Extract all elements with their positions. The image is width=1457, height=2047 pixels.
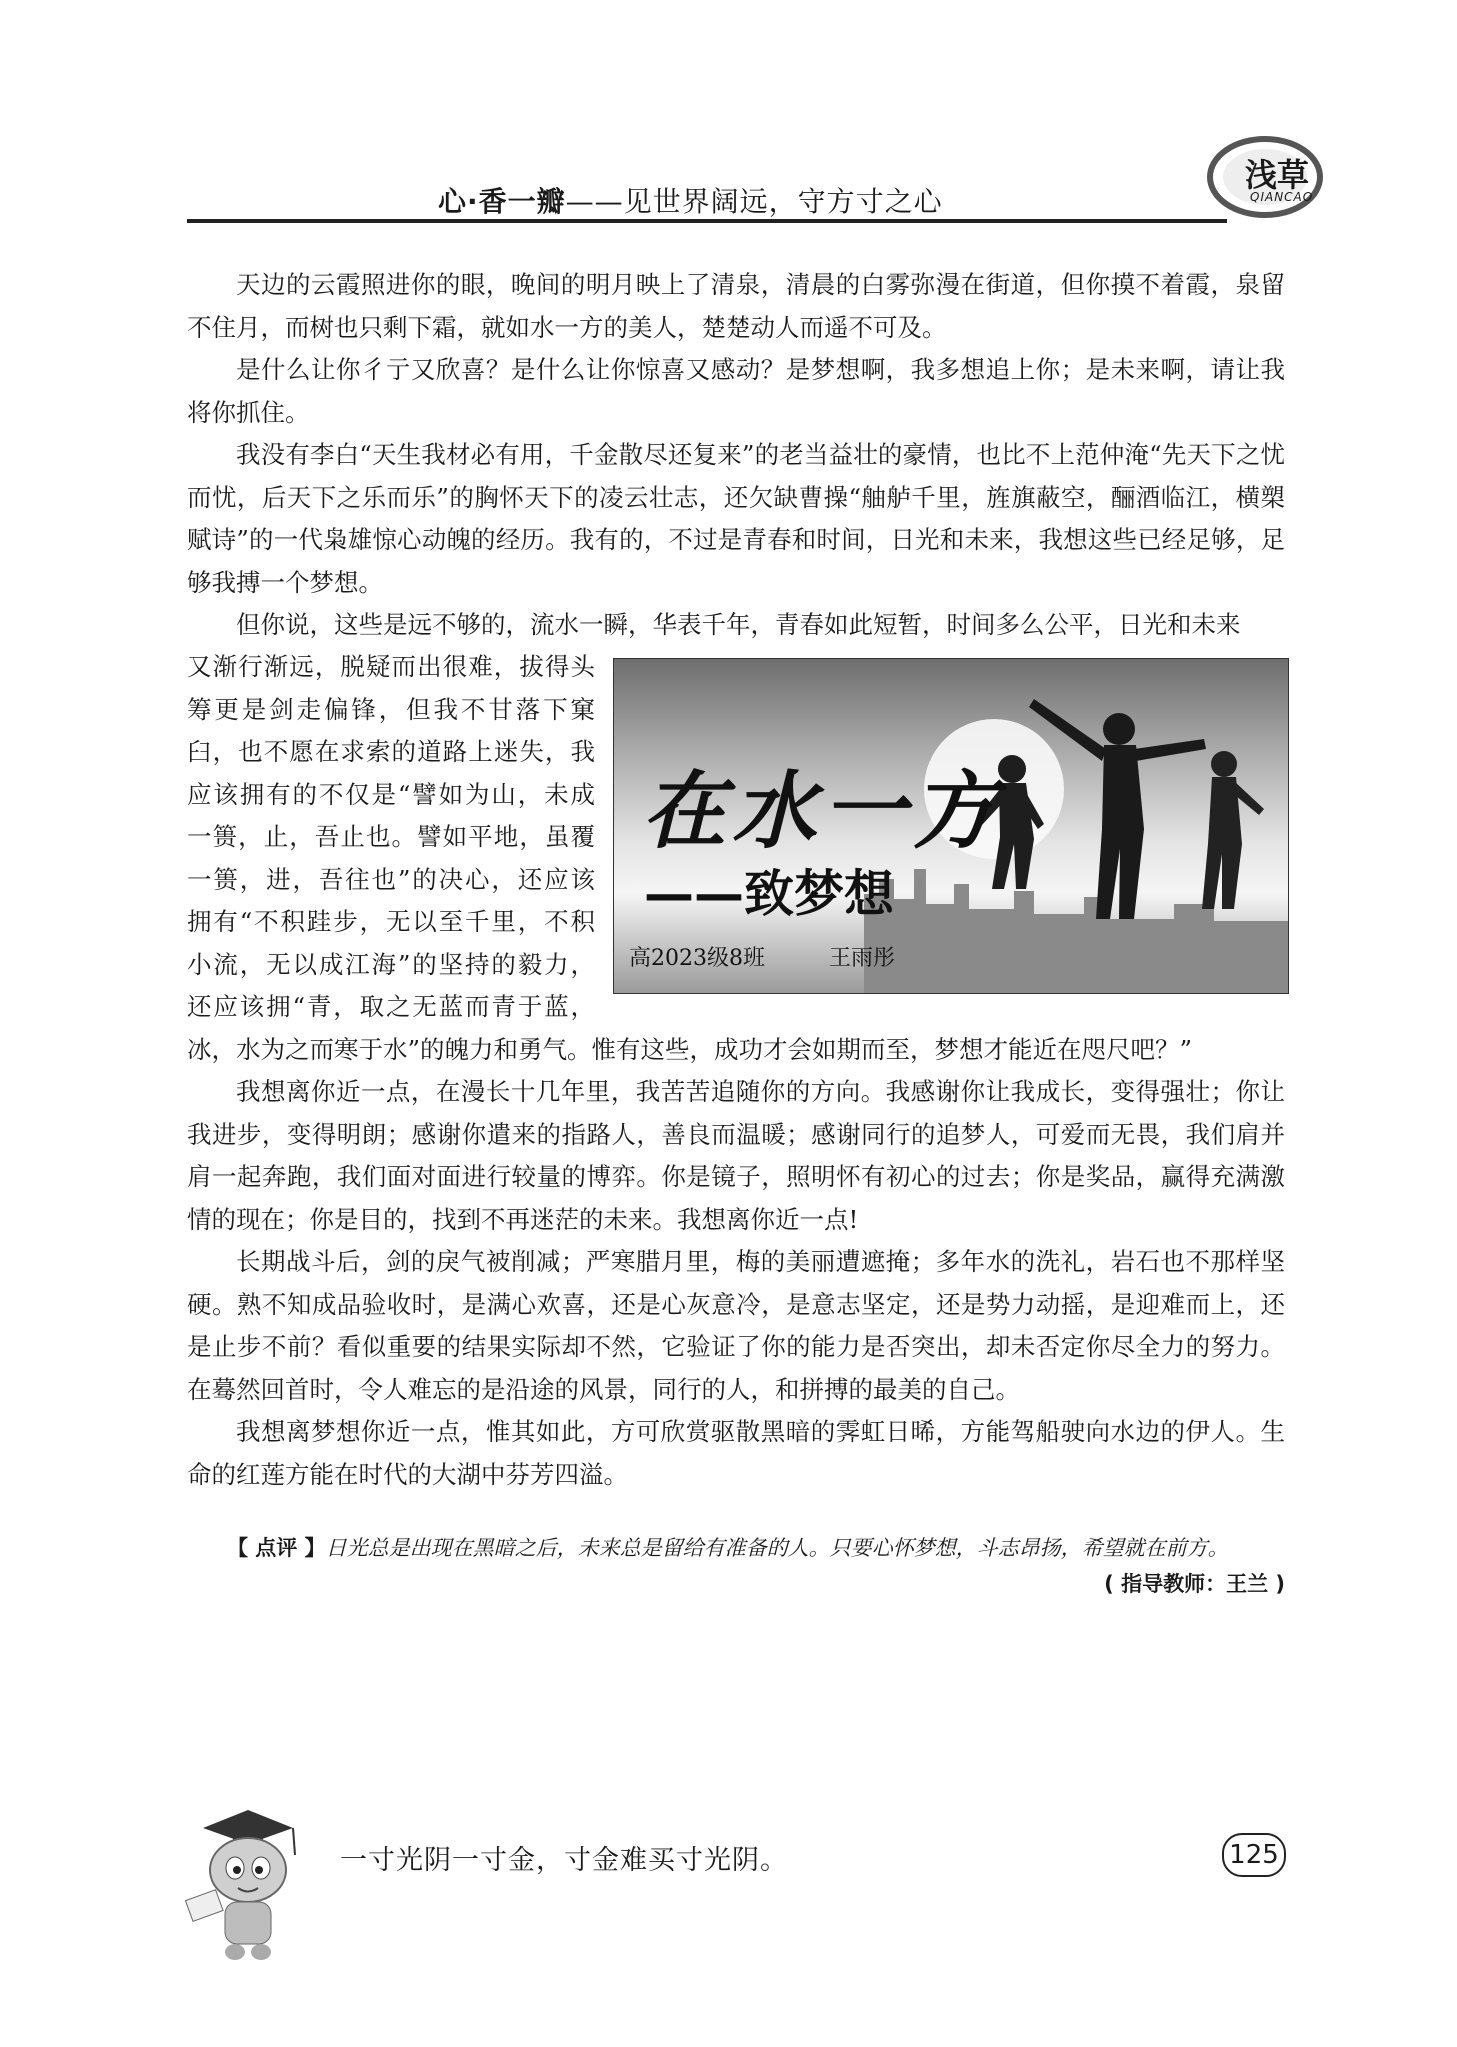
logo-text: 浅草 [1245, 156, 1310, 194]
paragraph-4-wrapped [187, 646, 595, 1029]
article-title-image [613, 658, 1289, 994]
wrapped-line: 拥有“不积跬步，无以至千里，不积 [187, 907, 595, 936]
paragraph-3: 我没有李白“天生我材必有用，千金散尽还复来”的老当益壮的豪情，也比不上范仲淹“先天下之忧而忧，后天下之乐而乐”的胸怀天下的凌云壮志，还欠缺曹操“舳舻千里，旌旗蔽空，酾酒临江，横槊赋诗”的一代枭雄惊心动魄的经历。我有的，不过是青春和时间，日光和未来，我想这些已经足够，足够我搏一个梦想。 [187, 440, 1285, 597]
comment-text: 日光总是出现在黑暗之后，未来总是留给有准备的人。只要心怀梦想，斗志昂扬，希望就在前方。 [325, 1536, 1229, 1560]
paragraph-7: 我想离梦想你近一点，惟其如此，方可欣赏驱散黑暗的霁虹日晞，方能驾船驶向水边的伊人。生命的红莲方能在时代的大湖中芬芳四溢。 [187, 1417, 1285, 1489]
header-tagline: ——见世界阔远，守方寸之心 [565, 185, 943, 218]
wrapped-line: 还应该拥“青，取之无蓝而青于蓝， [187, 992, 595, 1021]
paragraph-2: 是什么让你彳亍又欣喜？是什么让你惊喜又感动？是梦想啊，我多想追上你；是未来啊，请让我将你抓住。 [187, 355, 1285, 427]
wrapped-line: 一篑，进，吾往也”的决心，还应该 [187, 864, 595, 894]
comment-label: 【 点评 】 [227, 1536, 326, 1560]
paragraph-4-first-line: 但你说，这些是远不够的，流水一瞬，华表千年，青春如此短暂，时间多么公平，日光和未来 [236, 610, 1241, 639]
author-name: 王雨彤 [829, 946, 896, 971]
author-class: 高2023级8班 [629, 946, 765, 971]
header-title [438, 180, 943, 220]
wrapped-line: 一篑，止，吾止也。譬如平地，虽覆 [187, 822, 595, 851]
paragraph-6: 长期战斗后，剑的戾气被削减；严寒腊月里，梅的美丽遭遮掩；多年水的洗礼，岩石也不那样坚硬。熟不知成品验收时，是满心欢喜，还是心灰意冷，是意志坚定，还是势力动摇，是迎难而上，还是止步不前？看似重要的结果实际却不然，它验证了你的能力是否突出，却未否定你尽全力的努力。在蓦然回首时，令人难忘的是沿途的风景，同行的人，和拼搏的最美的自己。 [187, 1247, 1285, 1404]
paragraph-4-last-line: 冰，水为之而寒于水”的魄力和勇气。惟有这些，成功才会如期而至，梦想才能近在咫尺吧？” [187, 1035, 1193, 1064]
author-byline [629, 941, 895, 972]
paragraph-5: 我想离你近一点，在漫长十几年里，我苦苦追随你的方向。我感谢你让我成长，变得强壮；你让我进步，变得明朗；感谢你遣来的指路人，善良而温暖；感谢同行的追梦人，可爱而无畏，我们肩并肩一起奔跑，我们面对面进行较量的博弈。你是镜子，照明怀有初心的过去；你是奖品，赢得充满激情的现在；你是目的，找到不再迷茫的未来。我想离你近一点! [187, 1077, 1285, 1234]
wrapped-line: 应该拥有的不仅是“譬如为山，未成 [187, 779, 595, 809]
column-name: 心·香一瓣 [438, 185, 566, 218]
header-rule [187, 219, 1227, 223]
advisor-credit: ( 指导教师：王兰 ) [1104, 1572, 1285, 1596]
wrapped-line: 臼，也不愿在求索的道路上迷失，我 [187, 737, 595, 766]
wrapped-line: 小流，无以成江海”的坚持的毅力， [187, 949, 595, 979]
wrapped-line: 又渐行渐远，脱疑而出很难，拔得头 [187, 652, 595, 681]
mascot-graduate-icon [183, 1800, 313, 1965]
wrapped-line: 筹更是剑走偏锋，但我不甘落下窠 [187, 694, 595, 724]
paragraph-1: 天边的云霞照进你的眼，晚间的明月映上了清泉，清晨的白雾弥漫在街道，但你摸不着霞，泉留不住月，而树也只剩下霜，就如水一方的美人，楚楚动人而遥不可及。 [187, 270, 1285, 342]
editor-comment [187, 1528, 1285, 1568]
article-title: 在水一方 [642, 761, 1003, 860]
footer-proverb: 一寸光阴一寸金，寸金难买寸光阴。 [340, 1845, 788, 1876]
article-subtitle: ——致梦想 [644, 865, 894, 923]
page-number: 125 [1222, 1833, 1286, 1877]
logo-subtext: QIANCAO [1250, 190, 1314, 204]
